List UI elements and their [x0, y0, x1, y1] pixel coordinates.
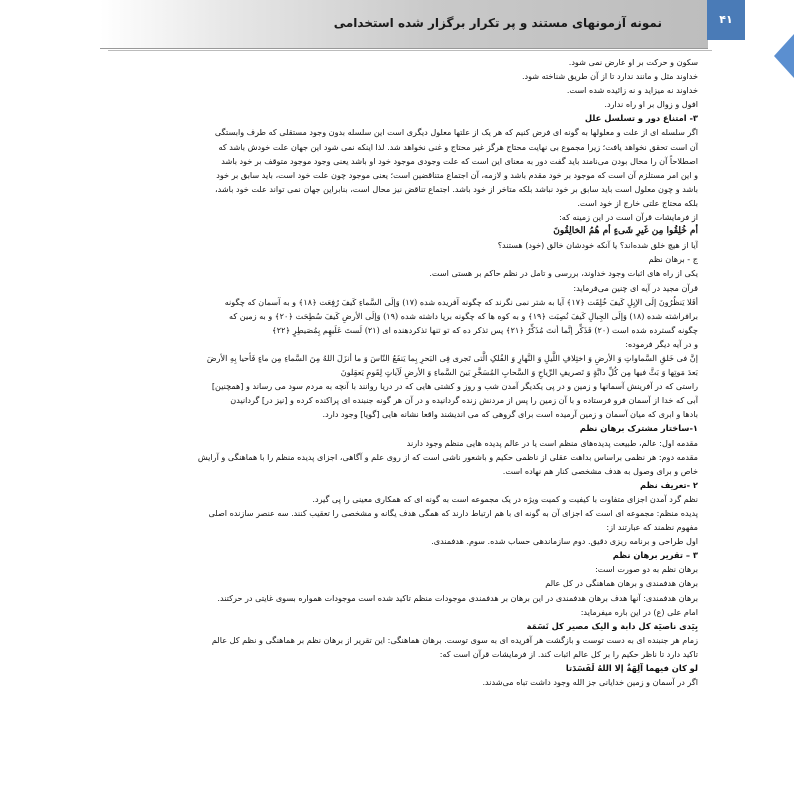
text-line: تاکید دارد تا ناظر حکیم را بر کل عالم اثبات کند. از فرمایشات قرآن است که:	[439, 648, 698, 659]
section-heading: بِیَدی ناصیَة کل دابة و الیک مصیر کل نَسَمَة	[526, 620, 698, 631]
text-line: برهان نظم به دو صورت است:	[595, 564, 698, 575]
section-heading: ۱-ساختار مشترک برهان نظم	[579, 423, 698, 434]
text-line: برهان هدفمندی: آنها هدف برهان هدفمندی در این برهان بر هدفمندی موجودات منظم تاکید شده است موجودات همواره بسوی غایتی در حرکتند.	[217, 592, 698, 603]
text-line: افول و زوال بر او راه ندارد.	[604, 99, 698, 110]
section-heading: ۳ – تقریر برهان نظم	[612, 550, 698, 561]
quran-verse-line: برافراشته شده (۱۸) وَإلَی الجِبالِ کَیفَ نُصِبَت ﴿۱۹﴾ و به کوه ها که چگونه برپا داشته شده (۱۹) وَإلَی الأرضِ کَیفَ سُطِحَت ﴿۲۰﴾ و به زمین که	[229, 310, 698, 321]
text-line: یکی از راه های اثبات وجود خداوند، بررسی و تامل در نظم حاکم بر هستی است.	[429, 268, 698, 279]
text-line: اول طراحی و برنامه ریزی دقیق. دوم سازماندهی حساب شده. سوم. هدفمندی.	[431, 536, 698, 547]
text-line: مقدمه دوم: هر نظمی براساس بداهت عقلی از ناظمی حکیم و باشعور ناشی است که از روی علم و آگاهی، اجزای پدیده منظم را با هماهنگی و آرایش	[197, 451, 698, 462]
header-title: نمونه آزمونهای مستند و پر تکرار برگزار شده استخدامی	[333, 16, 662, 30]
text-line: بلکه محتاج علتی خارج از خود است.	[577, 197, 698, 208]
text-line: آیا از هیچ خلق شده‌اند؟ یا آنکه خودشان خالق (خود) هستند؟	[497, 240, 698, 251]
text-line: نظم گرد آمدن اجزای متفاوت با کیفیت و کمیت ویژه در یک مجموعه است به گونه ای که همکاری معینی را پی گیرد.	[312, 493, 698, 504]
text-line: زمام هر جنبنده ای به دست توست و بازگشت هر آفریده ای به سوی توست. برهان هماهنگی: این تقریر از برهان نظم بر هماهنگی و نظم کل عالم	[211, 634, 698, 645]
text-line: اگر در آسمان و زمین خدایانی جز الله وجود داشت تباه می‌شدند.	[482, 677, 698, 688]
text-line: بادها و ابری که میان آسمان و زمین آرمیده است برای گروهی که می اندیشند واقعا نشانه هایی [گویا] وجود دارد.	[322, 409, 698, 420]
text-line: راستی که در آفرینش آسمانها و زمین و در پی یکدیگر آمدن شب و روز و کشتی هایی که در دریا روانند با آنچه به مردم سود می رساند و [همچنین]	[211, 381, 698, 392]
decorative-corner-triangle	[774, 34, 794, 78]
text-line: آبی که خدا از آسمان فرو فرستاده و با آن زمین را پس از مردنش زنده گردانیده و در آن هر گونه جنبنده ای پراکنده کرده و [نیز در] گردانیدن	[230, 395, 698, 406]
text-line: ج - برهان نظم	[648, 254, 698, 265]
page-number: ۴۱	[707, 0, 745, 40]
text-line: قرآن مجید در آیه ای چنین می‌فرماید:	[573, 282, 698, 293]
text-line: باشد و چون معلول است باید سابق بر خود نباشد بلکه متاخر از خود باشد. اجتماع تناقض نیز محال است، بنابراین جهان نمی تواند علت خود باشد،	[215, 183, 698, 194]
text-line: سکون و حرکت بر او عارض نمی شود.	[568, 57, 698, 67]
text-line: امام علی (ع) در این باره میفرماید:	[580, 606, 698, 617]
text-line: مفهوم نظمند که عبارتند از:	[606, 522, 698, 533]
text-line: خداوند مثل و مانند ندارد تا از آن طریق شناخته شود.	[521, 71, 698, 82]
text-line: اصطلاحاً آن را محال بودن می‌نامند باید گفت دور به معنای این است که علت وجودی موجود خود او باشد یعنی وجود موجود متوقف بر خود باشد	[221, 155, 698, 166]
body-text	[142, 55, 698, 689]
text-line: مقدمه اول: عالم، طبیعت پدیده‌های منظم است یا در عالم پدیده هایی منظم وجود دارند	[406, 437, 698, 448]
text-line: خاص و برای وصول به هدف مشخصی کنار هم نهاده است.	[502, 465, 698, 476]
page-header	[100, 0, 708, 49]
text-line: پدیده منظم: مجموعه ای است که اجزای آن به گونه ای با هم ارتباط دارند که همگی هدف یگانه و مشخصی را تعقیب کنند. سه عنصر سازنده اصلی	[208, 508, 698, 518]
quran-verse-line: چگونه گسترده شده است (۲۰) فَذَکِّر إنَّما أنتَ مُذَکِّرٌ ﴿۲۱﴾ پس تذکر ده که تو تنها تذکردهنده ای (۲۱) لَستَ عَلَیهِم بِمُصَیطِرٍ ﴿۲۲﴾	[272, 324, 698, 335]
quran-verse-line: بَعدَ مَوتِها وَ بَثَّ فیها مِن کُلِّ دابَّةٍ وَ تَصریفِ الرِّیاحِ وَ السَّحابِ المُسَخَّرِ بَینَ السَّماءِ وَ الأرضِ لَآیاتٍ لِقَومٍ یَعقِلونَ	[340, 367, 698, 378]
text-line: از فرمایشات قرآن است در این زمینه که:	[559, 212, 698, 223]
section-heading: لو کان فیهما آلِهَةٌ إلا اللهُ لَفَسَدَتا	[565, 663, 698, 674]
section-heading: ۳- امتناع دور و تسلسل علل	[584, 113, 698, 124]
header-divider	[108, 50, 712, 51]
quran-verse-line: إنَّ فی خَلقِ السَّماواتِ وَ الأرضِ وَ اختِلافِ اللَّیلِ وَ النَّهارِ وَ الفُلکِ الَّتی تَجری فِی البَحرِ بِما یَنفَعُ النّاسَ وَ ما أنزَلَ اللهُ مِنَ السَّماءِ مِن ماءٍ فَأحیا بِهِ الأرضَ	[206, 352, 698, 363]
text-line: و این امر مستلزم آن است که موجود بر خود مقدم باشد و لازمه، آن اجتماع متناقضین است؛ یعنی موجود چون علت خود است، باید سابق بر خود	[216, 169, 698, 180]
text-line: اگر سلسله ای از علت و معلولها به گونه ای فرض کنیم که هر یک از علتها معلول دیگری است این سلسله بدون وجود مستقلی که طرف وابستگی	[214, 127, 698, 138]
quran-verse-line: أم خُلِقُوا مِن غَیرِ شَیءٍ أم هُمُ الخالِقُونَ	[553, 226, 698, 237]
text-line: خداوند نه میزاید و نه زائیده شده است.	[566, 85, 698, 96]
text-line: آن است تحقق نخواهد یافت؛ زیرا مجموع بی نهایت محتاج هرگز غیر محتاج و غنی نخواهد شد. لذا اینکه نمی شود این جهان علت خودش باشد که	[218, 141, 698, 152]
text-line: و در آیه دیگر فرموده:	[625, 338, 698, 349]
text-line: برهان هدفمندی و برهان هماهنگی در کل عالم	[545, 578, 698, 589]
section-heading: ۲ -تعریف نظم	[640, 479, 698, 490]
quran-verse-line: أفَلا یَنظُرُونَ إلَی الإبِلِ کَیفَ خُلِقَت ﴿۱۷﴾ آیا به شتر نمی نگرند که چگونه آفریده شده (۱۷) وَإلَی السَّماءِ کَیفَ رُفِعَت ﴿۱۸﴾ و به آسمان که چگونه	[224, 296, 698, 307]
